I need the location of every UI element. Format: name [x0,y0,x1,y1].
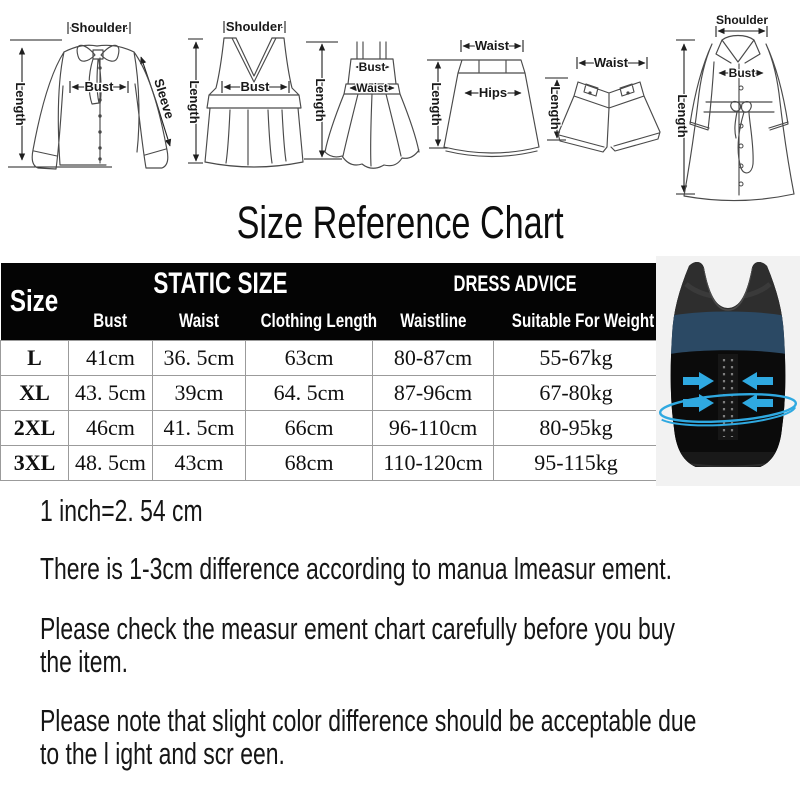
cell-weight: 80-95kg [494,410,659,445]
dress-waist-label: Waist [356,81,388,95]
cell-waistline: 110-120cm [373,445,494,480]
cell-size: L [1,340,69,375]
cell-clothing-length: 68cm [246,445,373,480]
coat-bust-label: Bust [728,66,756,80]
blouse-diagram [8,20,177,169]
cell-weight: 55-67kg [494,340,659,375]
cell-weight: 67-80kg [494,375,659,410]
shorts-length-label: Length [548,86,563,130]
cell-waist: 41. 5cm [153,410,246,445]
skirt-length-label: Length [429,82,444,126]
note-check-chart [40,612,675,678]
dress-diagram [304,42,419,168]
cell-bust: 48. 5cm [69,445,153,480]
skirt-waist-label: Waist [474,38,510,53]
column-header-clothing-length: Clothing Length [246,304,373,340]
tank-shoulder-label: Shoulder [225,19,283,34]
note-line: Please note that slight color difference should be acceptable due [40,703,697,738]
cell-clothing-length: 66cm [246,410,373,445]
note-line: 1 inch=2. 54 cm [40,493,203,528]
tank-top-diagram [187,19,303,167]
note-inch-conversion [40,494,203,527]
note-color-difference [40,704,696,770]
cell-waist: 43cm [153,445,246,480]
cell-clothing-length: 63cm [246,340,373,375]
cell-weight: 95-115kg [494,445,659,480]
vest-hook-strip [718,354,738,440]
column-header-bust: Bust [69,304,153,340]
column-header-waist: Waist [153,304,246,340]
note-line: There is 1-3cm difference according to manua lmeasur ement. [40,551,673,586]
cell-bust: 46cm [69,410,153,445]
coat-shoulder-label: Shoulder [715,13,769,27]
cell-waistline: 80-87cm [373,340,494,375]
skirt-diagram [427,38,539,157]
dress-bust-label: Bust [358,60,386,74]
tank-length-label: Length [187,80,202,124]
shorts-waist-label: Waist [593,55,629,70]
waist-trainer-vest-graphic [656,256,800,486]
blouse-length-label: Length [13,82,28,126]
note-line: to the l ight and scr een. [40,736,285,771]
cell-size: XL [1,375,69,410]
skirt-hips-label: Hips [478,85,508,100]
dress-advice-group-header [373,263,659,304]
shorts-diagram [545,55,660,152]
cell-size: 2XL [1,410,69,445]
column-header-waistline: Waistline [373,304,494,340]
size-table [0,263,659,481]
cell-waist: 36. 5cm [153,340,246,375]
blouse-shoulder-label: Shoulder [70,20,128,35]
note-line: the item. [40,644,128,679]
column-header-suitable-weight: Suitable For Weight [494,304,659,340]
cell-waistline: 96-110cm [373,410,494,445]
note-measurement-difference [40,552,672,585]
cell-bust: 43. 5cm [69,375,153,410]
cell-bust: 41cm [69,340,153,375]
page-title-text: Size Reference Chart [236,197,564,248]
cell-waistline: 87-96cm [373,375,494,410]
coat-diagram [675,13,794,201]
blouse-bust-label: Bust [84,79,114,94]
garment-measurement-diagrams [0,0,800,216]
table-row [1,410,659,445]
cell-clothing-length: 64. 5cm [246,375,373,410]
page-title [0,198,800,248]
cell-waist: 39cm [153,375,246,410]
vest-navy-band [670,312,786,357]
table-row [1,375,659,410]
table-row [1,445,659,480]
size-table-header [1,263,659,340]
tank-bust-label: Bust [240,79,270,94]
cell-size: 3XL [1,445,69,480]
dress-length-label: Length [313,78,328,122]
note-line: Please check the measur ement chart carefully before you buy [40,611,676,646]
static-size-group-text: STATIC SIZE [153,266,288,300]
dress-advice-group-text: DRESS ADVICE [453,270,578,296]
waist-trainer-product-image [656,256,800,486]
size-column-header [1,263,69,340]
table-row [1,340,659,375]
blouse-sleeve-label: Sleeve [151,76,178,121]
coat-length-label: Length [675,94,690,138]
static-size-group-header [69,263,373,304]
size-column-header-text: Size [10,283,59,319]
